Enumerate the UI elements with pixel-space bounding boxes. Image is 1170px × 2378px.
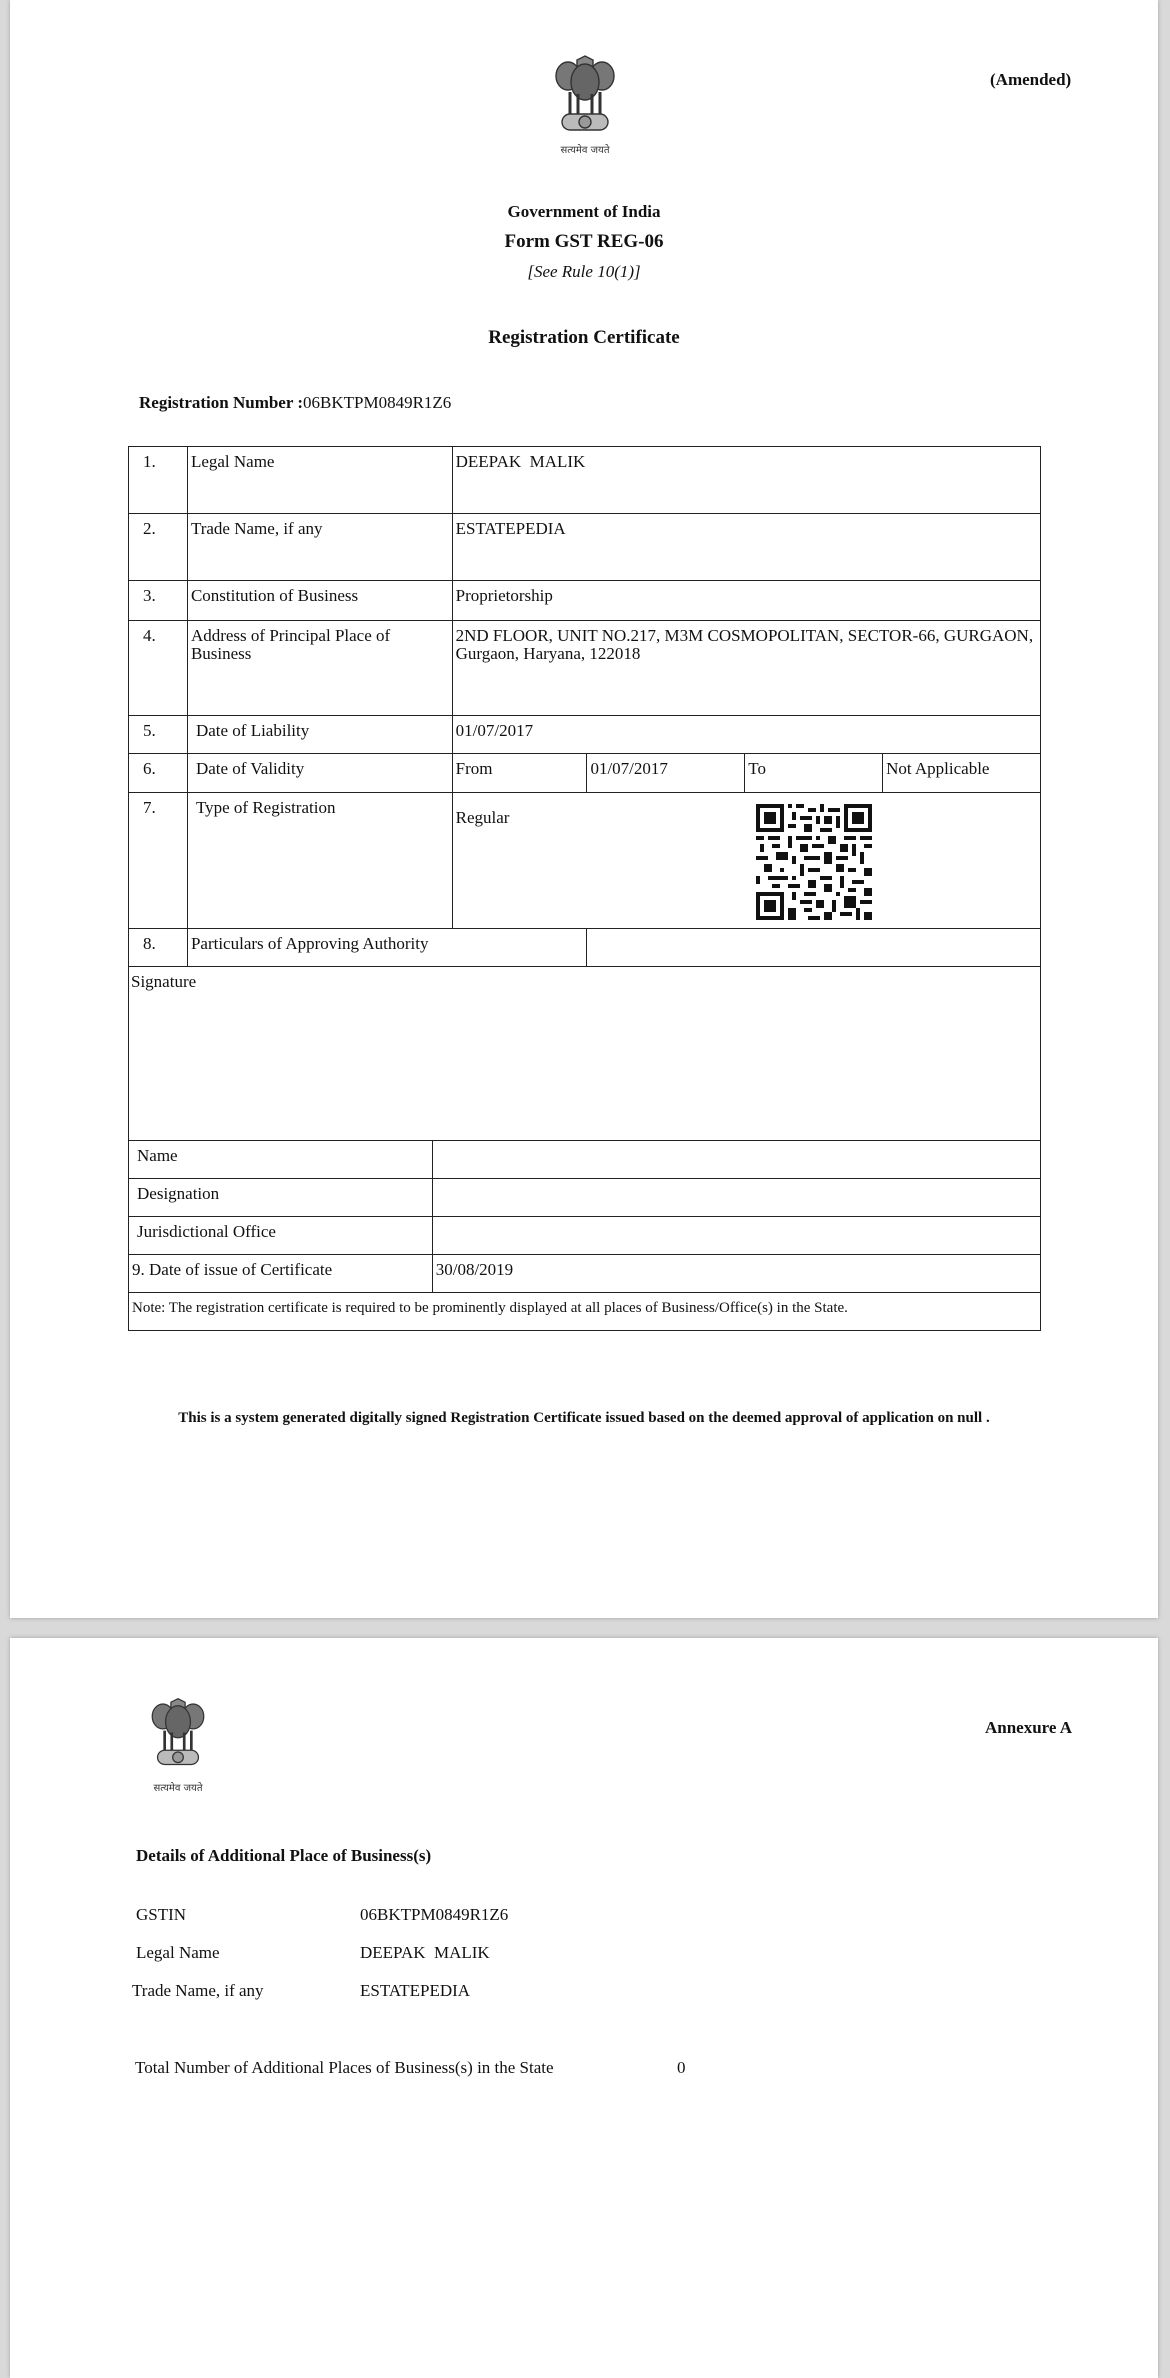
issue-date-value: 30/08/2019 [432,1255,1040,1293]
authority-name-value [432,1141,1040,1179]
rule-reference: [See Rule 10(1)] [527,262,641,281]
ashoka-emblem-icon [138,1688,218,1784]
table-row-type-of-registration [129,793,1041,929]
table-row-signature [129,967,1041,1141]
row-label: Date of Validity [187,754,452,793]
row-label: Address of Principal Place of Business [187,621,452,716]
table-row-jurisdictional-office [129,1217,1041,1255]
qr-code-icon [756,804,872,920]
table-row-authority-name [129,1141,1041,1179]
row-number: 5. [129,716,188,754]
registration-number-value: 06BKTPM0849R1Z6 [303,393,452,412]
table-row-address [129,621,1041,716]
section-title: Details of Additional Place of Business(s) [136,1846,432,1865]
jurisdictional-office-value [432,1217,1040,1255]
registration-details-table [128,446,1041,1141]
table-row-note [129,1293,1041,1331]
row-label: Constitution of Business [187,581,452,621]
emblem-motto: सत्यमेव जयते [153,1783,203,1794]
row-label: Particulars of Approving Authority [187,929,587,967]
jurisdictional-office-label: Jurisdictional Office [129,1217,433,1255]
ashoka-emblem-icon [540,48,630,148]
address-value: 2ND FLOOR, UNIT NO.217, M3M COSMOPOLITAN, SECTOR-66, GURGAON, Gurgaon, Haryana, 122018 [452,621,1040,716]
row-label: Trade Name, if any [187,514,452,581]
row-number: 3. [129,581,188,621]
legal-name-value: DEEPAK MALIK [452,447,1040,514]
registration-number [139,393,451,413]
national-emblem [540,48,630,156]
constitution-value: Proprietorship [452,581,1040,621]
validity-from-label: From [452,754,587,793]
approving-authority-value [587,929,1041,967]
total-places-value: 0 [677,2058,686,2077]
table-row-legal-name [129,447,1041,514]
row-number: 6. [129,754,188,793]
certificate-page-2-annexure [10,1638,1158,2378]
table-row-date-of-validity [129,754,1041,793]
row-number: 2. [129,514,188,581]
row-label: Type of Registration [187,793,452,929]
legal-name-label: Legal Name [136,1943,220,1962]
annexure-label: Annexure A [985,1718,1073,1737]
row-number: 4. [129,621,188,716]
table-row-authority-designation [129,1179,1041,1217]
table-row-approving-authority [129,929,1041,967]
emblem-motto: सत्यमेव जयते [560,145,610,156]
amended-label: (Amended) [990,70,1072,89]
form-title: Form GST REG-06 [504,231,664,252]
signature-label: Signature [129,967,1041,1141]
validity-from-value: 01/07/2017 [587,754,745,793]
issue-date-label: 9. Date of issue of Certificate [129,1255,433,1293]
table-row-constitution [129,581,1041,621]
authority-details-table [128,1140,1041,1331]
total-places-label: Total Number of Additional Places of Business(s) in the State [135,2058,554,2077]
gstin-value: 06BKTPM0849R1Z6 [360,1905,509,1924]
certificate-title: Registration Certificate [488,327,680,348]
validity-to-label: To [745,754,883,793]
trade-name-value: ESTATEPEDIA [452,514,1040,581]
row-number: 7. [129,793,188,929]
row-number: 1. [129,447,188,514]
liability-date-value: 01/07/2017 [452,716,1040,754]
trade-name-value: ESTATEPEDIA [360,1981,471,2000]
registration-type-cell [452,793,1040,929]
row-number: 8. [129,929,188,967]
authority-name-label: Name [129,1141,433,1179]
row-label: Date of Liability [187,716,452,754]
legal-name-value: DEEPAK MALIK [360,1943,490,1962]
display-note: Note: The registration certificate is required to be prominently displayed at all places of Business/Office(s) in the State. [129,1293,1041,1331]
system-generated-statement: This is a system generated digitally signed Registration Certificate issued based on the deemed approval of application on null . [178,1410,990,1426]
national-emblem [138,1688,218,1794]
validity-to-value: Not Applicable [883,754,1041,793]
certificate-page-1 [10,0,1158,1618]
authority-designation-label: Designation [129,1179,433,1217]
table-row-date-of-liability [129,716,1041,754]
table-row-issue-date [129,1255,1041,1293]
table-row-trade-name [129,514,1041,581]
qr-code [756,804,872,925]
registration-number-label: Registration Number : [139,393,303,412]
government-title: Government of India [507,202,661,221]
row-label: Legal Name [187,447,452,514]
gstin-label: GSTIN [136,1905,187,1924]
registration-type-value: Regular [455,808,510,827]
authority-designation-value [432,1179,1040,1217]
trade-name-label: Trade Name, if any [132,1981,264,2000]
